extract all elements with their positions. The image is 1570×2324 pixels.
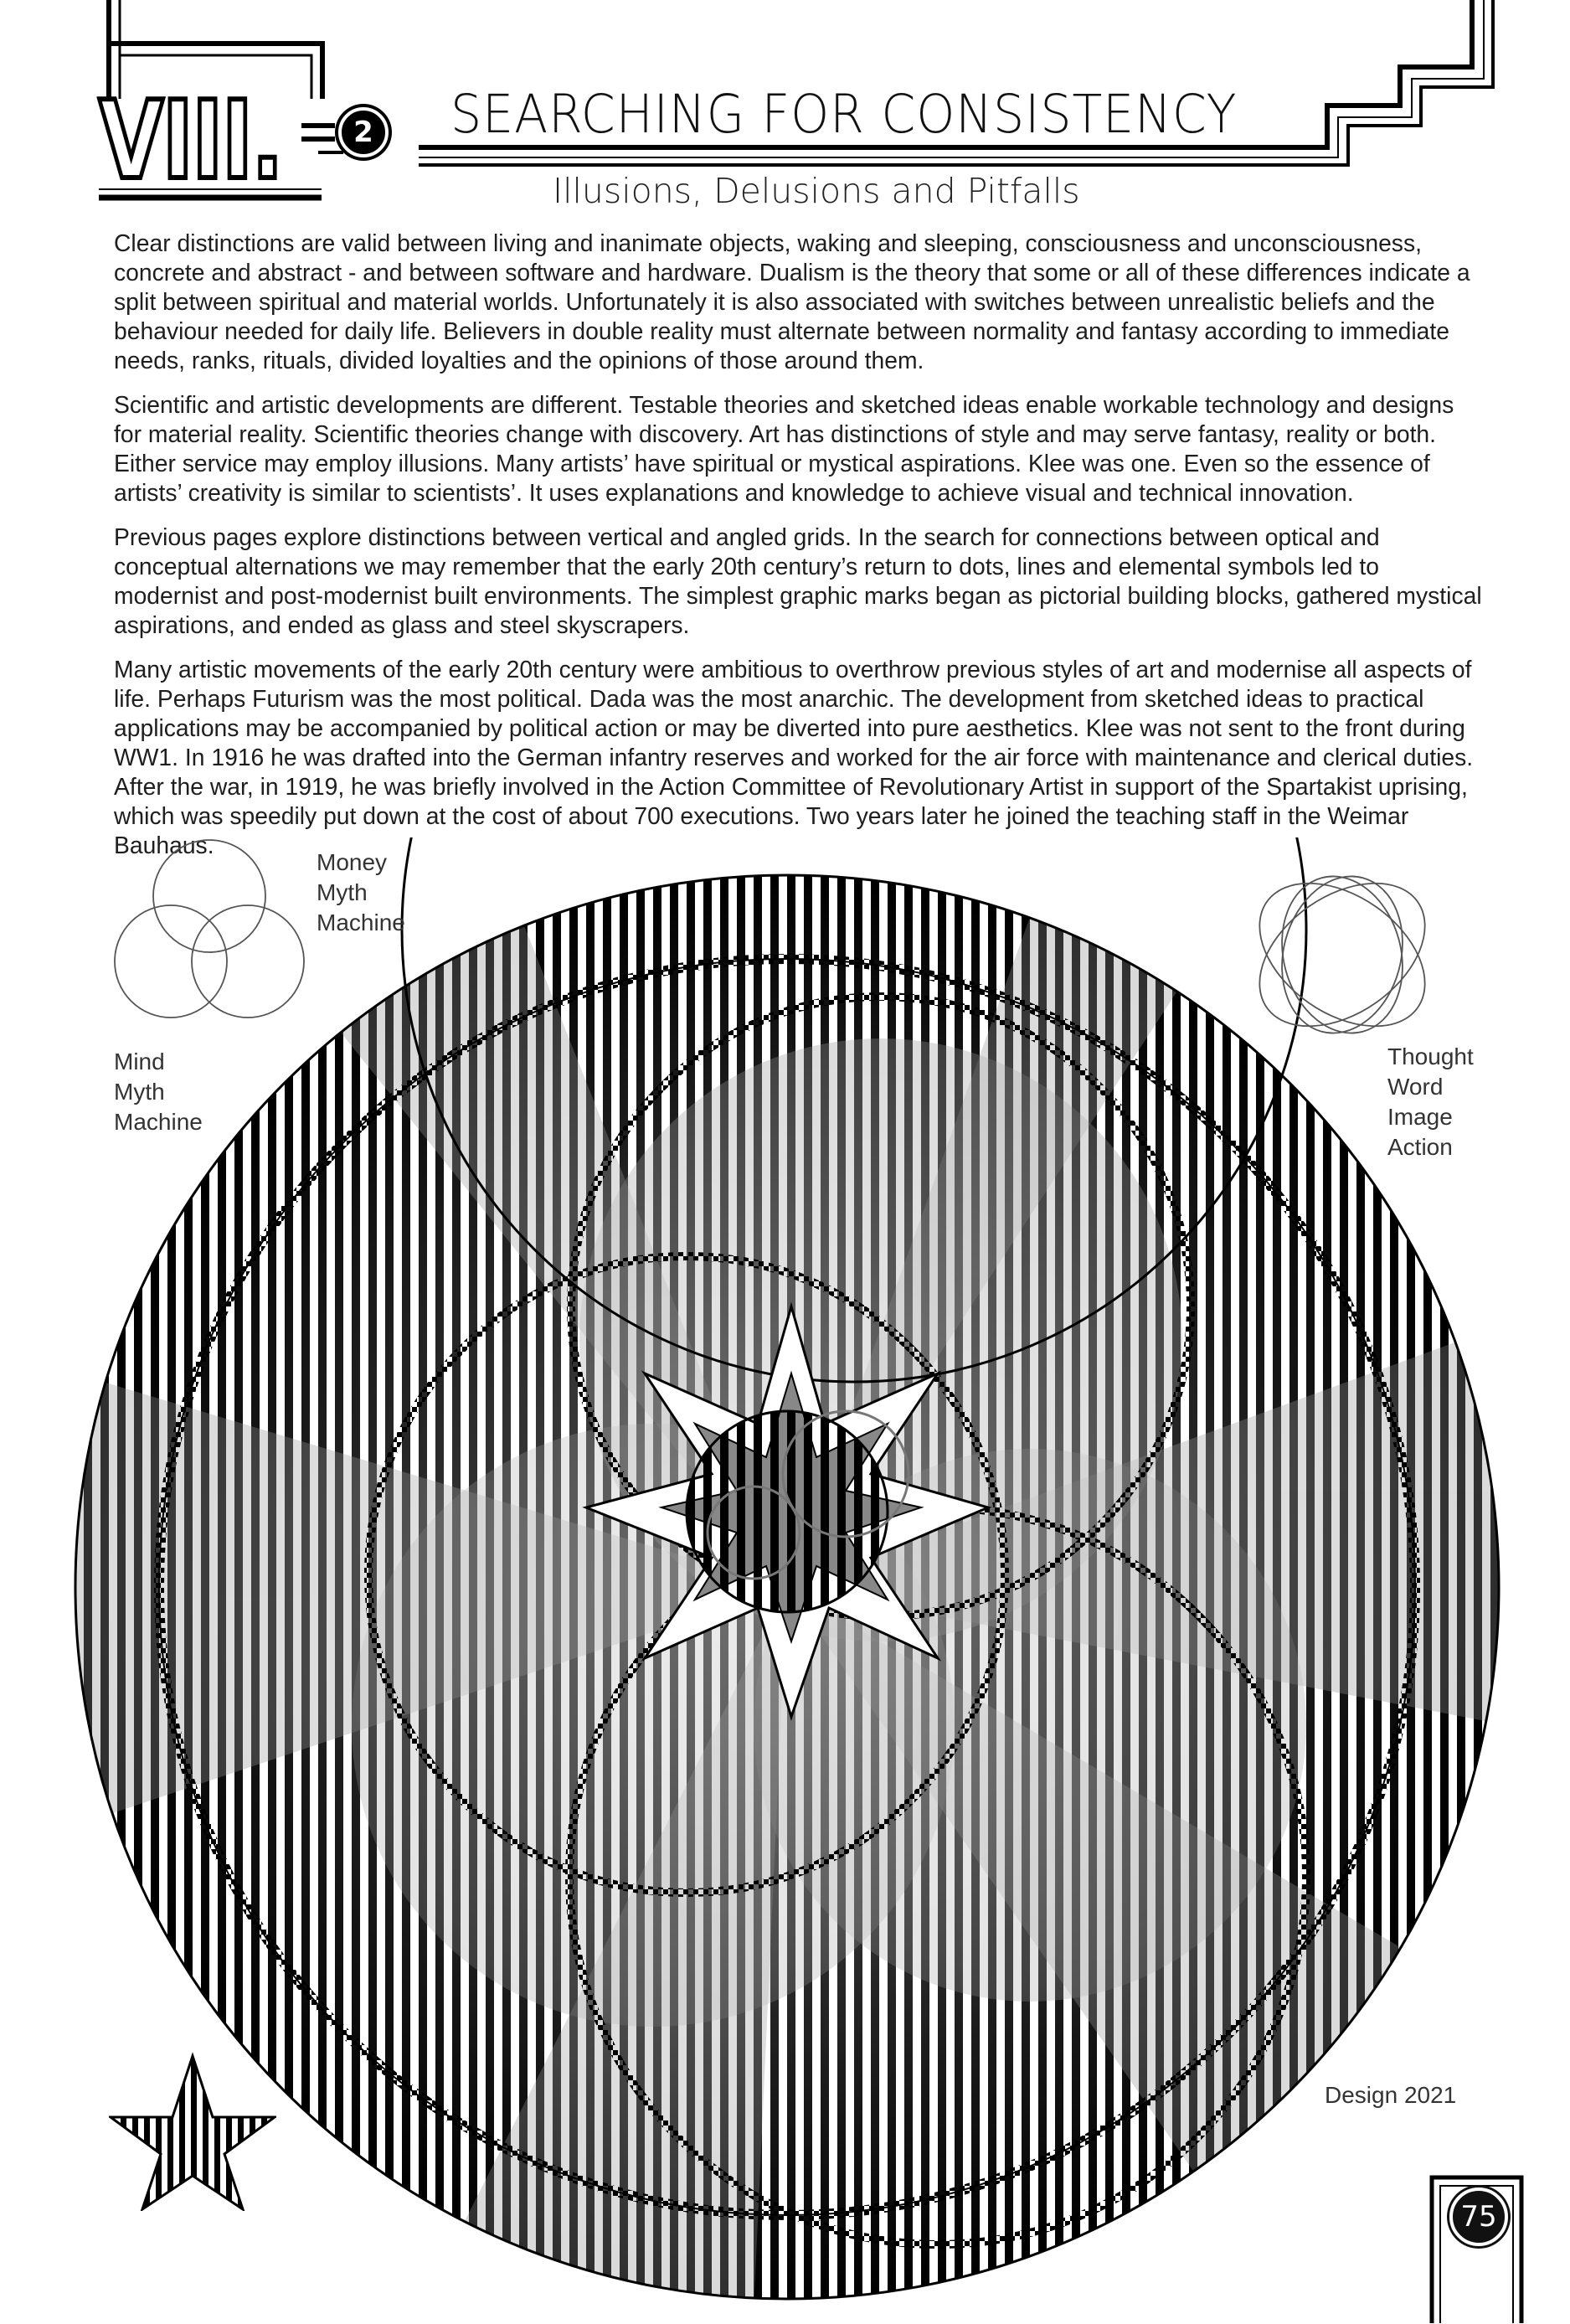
section-number-badge: 2: [338, 107, 389, 157]
chapter-numeral: VIII.: [99, 79, 282, 204]
paragraph: Previous pages explore distinctions between vertical and angled grids. In the search for connections between optical and conceptual alternations we may remember that the early 20th century’s return to dots, lines and elemental symbols led to modernist and post-modernist built environments. The simplest graphic marks began as pictorial building blocks, gathered mystical aspirations, and ended as glass and steel skyscrapers.: [114, 523, 1482, 638]
venn-four-label: Thought Word Image Action: [1387, 1043, 1474, 1160]
paragraph: Clear distinctions are valid between living and inanimate objects, waking and sleeping, consciousness and unconsciousness, concrete and abstract - and between software and hardware. Dualism is the theory that some or all of these differences indicate a split between spiritual and material worlds. Unfortunately it is also associated with switches between unrealistic beliefs and the behaviour needed for daily life. Believers in double reality must alternate between normality and fantasy according to immediate needs, ranks, rituals, divided loyalties and the opinions of those around them.: [114, 229, 1470, 374]
page-number: 75: [1449, 2187, 1508, 2246]
venn-side-label: Mind Myth Machine: [114, 1049, 203, 1135]
venn-three-circles: [100, 837, 335, 1047]
page-title: SEARCHING FOR CONSISTENCY: [450, 84, 1238, 145]
venn-top-label: Money Myth Machine: [317, 849, 405, 935]
venn-four-ellipses: [1238, 854, 1447, 1055]
page-subtitle: Illusions, Delusions and Pitfalls: [553, 171, 1080, 211]
star-icon: [109, 2052, 276, 2211]
body-text: [114, 229, 1487, 875]
paragraph: Many artistic movements of the early 20th century were ambitious to overthrow previous styles of art and modernise all aspects of life. Perhaps Futurism was the most political. Dada was the most anarchic. The development from sketched ideas to practical applications may be accompanied by political action or may be diverted into pure aesthetics. Klee was not sent to the front during WW1. In 1916 he was drafted into the German infantry reserves and worked for the air force with maintenance and clerical duties. After the war, in 1919, he was briefly involved in the Action Committee of Revolutionary Artist in support of the Spartakist uprising, which was speedily put down at the cost of about 700 executions. Two years later he joined the teaching staff in the Weimar Bauhaus.: [114, 656, 1474, 858]
paragraph: Scientific and artistic developments are different. Testable theories and sketched ideas enable workable technology and designs for material reality. Scientific theories change with discovery. Art has distinctions of style and may serve fantasy, reality or both. Either service may employ illusions. Many artists’ have spiritual or mystical aspirations. Klee was one. Even so the essence of artists’ creativity is similar to scientists’. It uses explanations and knowledge to achieve visual and technical innovation.: [114, 391, 1454, 506]
artwork-caption: Design 2021: [1325, 2082, 1457, 2108]
